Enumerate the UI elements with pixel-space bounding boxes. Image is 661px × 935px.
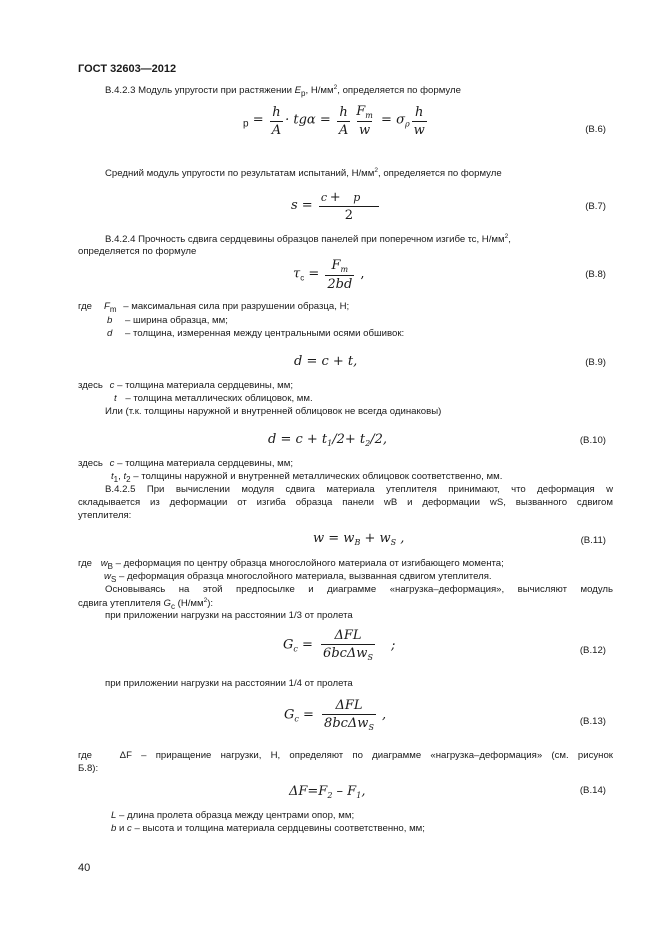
num-p: p bbox=[353, 191, 361, 204]
force-subscript: m bbox=[340, 265, 349, 274]
superscript: 2 bbox=[333, 84, 338, 91]
equals: = bbox=[297, 637, 318, 653]
paragraph-basis-line2 bbox=[78, 597, 213, 611]
symbol: w bbox=[100, 558, 108, 569]
numerator: h bbox=[415, 104, 424, 120]
semicolon: ; bbox=[386, 637, 396, 653]
text: сдвига утеплителя bbox=[78, 598, 164, 609]
rho-subscript: ρ bbox=[404, 119, 410, 129]
equals: = bbox=[297, 198, 317, 214]
comma: , bbox=[356, 266, 365, 282]
subscript: m bbox=[109, 305, 117, 314]
description: – толщина металлических облицовок, мм. bbox=[125, 393, 313, 404]
lhs-subscript: p bbox=[243, 118, 249, 130]
num-c: c bbox=[320, 191, 328, 204]
part: /2, bbox=[370, 432, 388, 447]
description: – толщины наружной и внутренней металлических облицовок соответственно, мм. bbox=[133, 471, 503, 482]
plus: + bbox=[329, 190, 341, 205]
s-symbol: s bbox=[291, 198, 298, 214]
text: , Н/мм bbox=[305, 85, 334, 96]
force-symbol: F bbox=[331, 258, 341, 273]
numerator: h bbox=[339, 104, 348, 120]
subscript: 2 bbox=[327, 791, 333, 800]
paragraph-average-modulus bbox=[105, 167, 502, 179]
denominator: w bbox=[413, 122, 425, 138]
here-label: здесь bbox=[78, 458, 103, 469]
paragraph-delta-f-line1: где ΔF – приращение нагрузки, Н, определяют по диаграмме «нагрузка–деформация» (см. рисунок bbox=[78, 750, 613, 761]
conjunction: и bbox=[116, 823, 128, 834]
force-symbol: F bbox=[356, 104, 366, 119]
formula-b6 bbox=[243, 104, 429, 138]
subscript: 1 bbox=[356, 791, 362, 800]
part: /2+ t bbox=[332, 432, 366, 447]
legend-row bbox=[78, 558, 504, 571]
denominator: 2 bbox=[319, 206, 379, 223]
legend-row bbox=[78, 458, 293, 469]
part: d = c + t bbox=[268, 432, 328, 447]
tau-subscript: c bbox=[300, 273, 305, 283]
description: – толщина материала сердцевины, мм; bbox=[117, 380, 294, 391]
numerator: ΔFL bbox=[335, 698, 363, 713]
description: – максимальная сила при разрушении образца, Н; bbox=[123, 301, 350, 312]
formula-b12 bbox=[283, 628, 395, 662]
force-subscript: m bbox=[365, 111, 373, 120]
sigma: σ bbox=[396, 112, 405, 128]
symbol: L bbox=[111, 810, 117, 821]
legend-row bbox=[107, 315, 228, 326]
subscript: c bbox=[293, 644, 298, 654]
formula-b11 bbox=[313, 531, 404, 547]
denominator: w bbox=[359, 123, 371, 138]
subscript: 2 bbox=[365, 439, 371, 448]
text: , bbox=[508, 234, 511, 245]
symbol: t bbox=[123, 471, 127, 482]
denominator: A bbox=[338, 122, 349, 138]
denominator: 8bcΔw bbox=[324, 716, 369, 731]
description: – толщина материала сердцевины, мм; bbox=[117, 458, 294, 469]
superscript: 2 bbox=[374, 167, 378, 174]
part: + w bbox=[360, 531, 391, 546]
equals: = bbox=[298, 707, 319, 723]
description: – деформация по центру образца многослойного материала от изгибающего момента; bbox=[115, 558, 504, 569]
text-line: определяется по формуле bbox=[78, 246, 197, 257]
formula-b10 bbox=[268, 432, 387, 448]
text: , определяется по формуле bbox=[337, 85, 461, 96]
comma: , bbox=[396, 531, 405, 546]
legend-row bbox=[78, 380, 293, 391]
description: – ширина образца, мм; bbox=[125, 315, 228, 326]
paragraph-delta-f-line2: Б.8): bbox=[78, 763, 99, 774]
equals: = bbox=[248, 112, 268, 128]
symbol: t bbox=[114, 393, 117, 404]
subscript: c bbox=[294, 714, 299, 724]
legend-row bbox=[104, 571, 492, 584]
w-symbol: w bbox=[313, 531, 325, 546]
equation-number: (В.13) bbox=[579, 716, 606, 727]
formula-b14 bbox=[289, 784, 365, 800]
denominator: 6bcΔw bbox=[323, 646, 368, 661]
paragraph-b423 bbox=[105, 84, 461, 98]
subscript: B bbox=[354, 538, 361, 547]
paragraph-b425-line2: складывается из деформации от изгиба образца панели wB и деформации wS, вызванного сдвигом bbox=[78, 497, 613, 508]
here-label: здесь bbox=[78, 380, 103, 391]
subscript: S bbox=[368, 723, 374, 732]
superscript: 2 bbox=[504, 233, 509, 240]
part: ΔF=F bbox=[289, 784, 328, 799]
equation-number: (В.14) bbox=[579, 785, 606, 796]
symbol: b bbox=[111, 823, 117, 834]
equation-number: (В.8) bbox=[585, 269, 606, 280]
paragraph-b424 bbox=[105, 233, 511, 245]
symbol: G bbox=[163, 598, 171, 609]
description: – длина пролета образца между центрами опор, мм; bbox=[116, 810, 355, 821]
formula-b9: d = c + t, bbox=[294, 354, 358, 369]
text-line: Или (т.к. толщины наружной и внутренней облицовок не всегда одинаковы) bbox=[105, 406, 442, 417]
legend-row bbox=[111, 471, 502, 484]
subscript: S bbox=[390, 538, 397, 547]
description: – толщина, измеренная между центральными осями обшивок: bbox=[125, 328, 405, 339]
symbol: d bbox=[107, 328, 113, 339]
symbol: t bbox=[111, 471, 114, 482]
equals: = bbox=[376, 112, 397, 128]
equation-number: (В.10) bbox=[579, 435, 606, 446]
subscript: B bbox=[107, 562, 113, 571]
symbol: c bbox=[109, 458, 115, 469]
symbol: E bbox=[294, 85, 302, 96]
subscript: S bbox=[367, 653, 373, 662]
symbol: b bbox=[107, 315, 113, 326]
numerator: ΔFL bbox=[334, 628, 362, 643]
equals: = bbox=[304, 266, 324, 282]
equation-number: (В.9) bbox=[585, 357, 606, 368]
subscript: 1 bbox=[113, 475, 119, 484]
comma: , bbox=[377, 707, 387, 723]
text: В.4.2.4 Прочность сдвига сердцевины образцов панелей при поперечном изгибе τс, Н/мм bbox=[105, 234, 505, 245]
part: = w bbox=[324, 531, 355, 546]
formula-b13 bbox=[284, 698, 386, 732]
text: В.4.2.3 Модуль упругости при растяжении bbox=[105, 85, 295, 96]
text-line: при приложении нагрузки на расстоянии 1/4 от пролета bbox=[105, 678, 353, 689]
legend-row bbox=[111, 823, 425, 834]
paragraph-b425-line1: В.4.2.5 При вычислении модуля сдвига материала утеплителя принимают, что деформация w bbox=[105, 484, 613, 495]
text: (Н/мм bbox=[174, 598, 204, 609]
denominator: 2bd bbox=[327, 277, 353, 292]
symbol: w bbox=[104, 571, 111, 582]
subscript: c bbox=[170, 602, 175, 611]
legend-row bbox=[104, 301, 349, 314]
subscript: p bbox=[301, 89, 306, 98]
page-number: 40 bbox=[78, 862, 91, 874]
legend-row bbox=[107, 328, 404, 339]
formula-b8 bbox=[293, 258, 365, 292]
formula-b7 bbox=[291, 190, 381, 223]
equation-number: (В.12) bbox=[579, 645, 606, 656]
description: – высота и толщина материала сердцевины соответственно, мм; bbox=[131, 823, 425, 834]
symbol: c bbox=[109, 380, 115, 391]
text: ): bbox=[207, 598, 214, 609]
paragraph-basis-line1: Основываясь на этой предпосылке и диаграмме «нагрузка–деформация», вычисляют модуль bbox=[105, 584, 613, 595]
text-line: при приложении нагрузки на расстоянии 1/3 от пролета bbox=[105, 610, 353, 621]
where-label: где bbox=[78, 558, 93, 569]
equation-number: (В.11) bbox=[580, 535, 606, 546]
equation-number: (В.7) bbox=[585, 201, 606, 212]
equation-number: (В.6) bbox=[585, 124, 606, 135]
g-symbol: G bbox=[283, 637, 294, 653]
symbol: c bbox=[127, 823, 132, 834]
superscript: 2 bbox=[203, 597, 208, 604]
legend-row bbox=[114, 393, 313, 404]
separator: , bbox=[118, 471, 124, 482]
subscript: 2 bbox=[126, 475, 131, 484]
part: – F bbox=[332, 784, 357, 799]
tg-alpha: · tgα = bbox=[285, 112, 335, 128]
tau: τ bbox=[293, 266, 301, 282]
subscript: 1 bbox=[327, 439, 333, 448]
paragraph-b425-line3: утеплителя: bbox=[78, 510, 132, 521]
description: – деформация образца многослойного материала, вызванная сдвигом утеплителя. bbox=[118, 571, 492, 582]
part: , bbox=[361, 784, 366, 799]
subscript: S bbox=[110, 575, 117, 584]
text: Средний модуль упругости по результатам испытаний, Н/мм bbox=[105, 168, 375, 179]
denominator: A bbox=[271, 122, 282, 138]
g-symbol: G bbox=[284, 707, 295, 723]
document-header: ГОСТ 32603—2012 bbox=[78, 63, 177, 75]
legend-row bbox=[111, 810, 354, 821]
where-label: где bbox=[78, 301, 93, 312]
text: , определяется по формуле bbox=[378, 168, 502, 179]
symbol: F bbox=[104, 301, 110, 312]
numerator: h bbox=[272, 104, 281, 120]
